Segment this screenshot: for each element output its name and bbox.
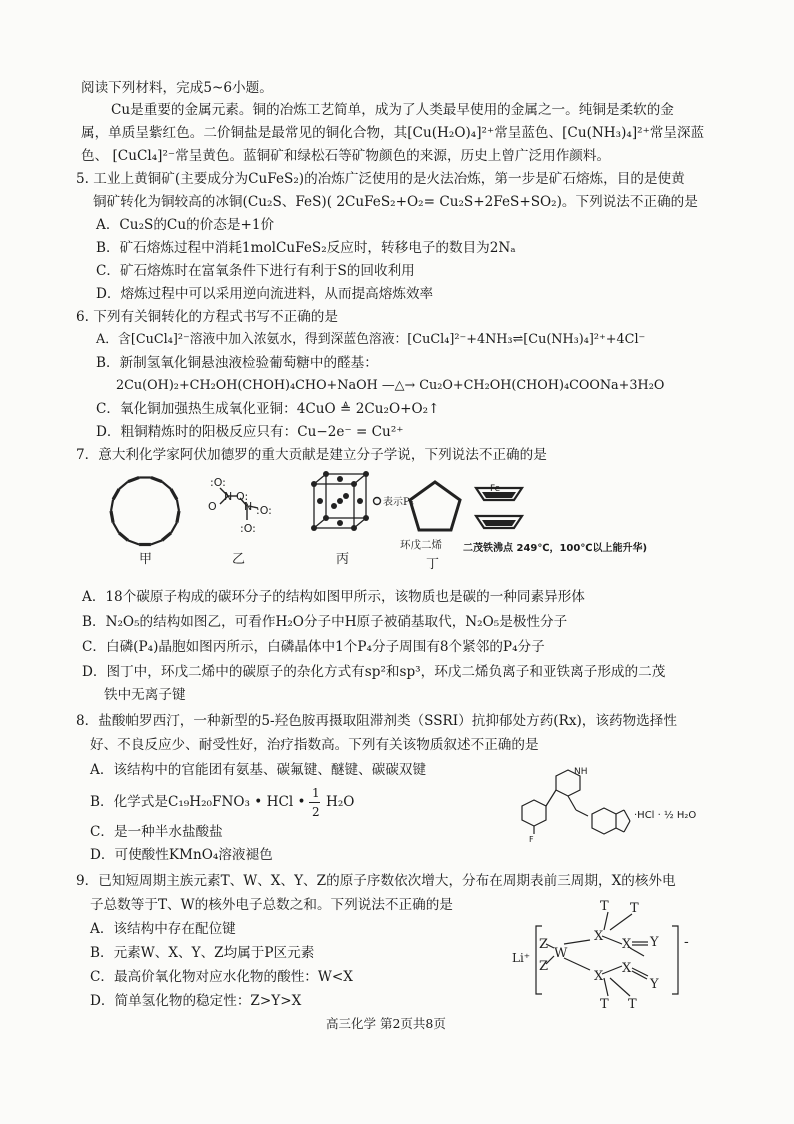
q9-atom-y1: Y xyxy=(650,935,659,950)
material-line-1: Cu是重要的金属元素。铜的冶炼工艺简单，成为了人类最早使用的金属之一。纯铜是柔软的金 xyxy=(111,102,674,118)
q5-stem-2: 铜矿转化为铜较高的冰铜(Cu₂S、FeS)( 2CuFeS₂+O₂= Cu₂S+2FeS+SO₂)。下列说法不正确的是 xyxy=(93,194,698,210)
q9-atom-t1: T xyxy=(600,899,609,914)
carbon-bond xyxy=(119,482,128,490)
struct-f: F xyxy=(529,835,534,842)
q6-option-b: B．新制氢氧化铜悬浊液检验葡萄糖中的醛基： xyxy=(96,355,378,371)
q9-stem-2: 子总数等于T、W的核外电子总数之和。下列说法不正确的是 xyxy=(90,897,453,913)
q9-atom-x1: X xyxy=(594,929,604,944)
q7-option-d-1: D．图丁中，环戊二烯中的碳原子的杂化方式有sp²和sp³，环戊二烯负离子和亚铁离子形成的二茂 xyxy=(82,664,666,680)
q5-option-b: B．矿石熔炼过程中消耗1molCuFeS₂反应时，转移电子的数目为2Nₐ xyxy=(96,240,516,256)
carbon-bond xyxy=(111,499,113,511)
q9-atom-z1: Z xyxy=(539,937,549,952)
q9-atom-t4: T xyxy=(628,997,637,1012)
p4-legend-text: 表示P₄ xyxy=(383,497,414,508)
carbon-bond xyxy=(177,499,179,511)
q9-atom-w: W xyxy=(554,946,568,961)
q5-option-d: D．熔炼过程中可以采用逆向流进料，从而提高熔炼效率 xyxy=(96,286,434,302)
q8-option-a: A．该结构中的官能团有氨基、碳氟键、醚键、碳碳双键 xyxy=(90,762,427,778)
carbon-bond xyxy=(171,489,177,499)
carbon-bond xyxy=(177,511,179,523)
q9-atom-x2: X xyxy=(594,969,604,984)
carbon-bond xyxy=(162,533,171,541)
q9-li-ion: Li⁺ xyxy=(512,951,531,965)
struct-nh: NH xyxy=(574,767,588,777)
q7-option-d-2: 铁中无离子键 xyxy=(104,687,186,703)
q8-stem-1: 8．盐酸帕罗西汀，一种新型的5-羟色胺再摄取阻滞剂类（SSRI）抗抑郁处方药(Rx)，该药物选择性 xyxy=(76,713,677,729)
ferrocene-fe-label: Fe xyxy=(490,484,501,494)
figure-label-jia: 甲 xyxy=(139,552,153,567)
q8-option-b: B．化学式是C₁₉H₂₀FNO₃ • HCl • xyxy=(90,794,306,810)
q9-option-b: B．元素W、X、Y、Z均属于P区元素 xyxy=(90,945,315,961)
q6-option-d: D．粗铜精炼时的阳极反应只有：Cu−2e⁻ = Cu²⁺ xyxy=(96,424,404,440)
material-line-3: 色、 [CuCl₄]²⁻常呈黄色。蓝铜矿和绿松石等矿物颜色的来源，历史上曾广泛用作颜料。 xyxy=(81,148,611,164)
q7-stem: 7．意大利化学家阿伏加德罗的重大贡献是建立分子学说，下列说法不正确的是 xyxy=(76,447,547,463)
q7-option-b: B．N₂O₅的结构如图乙，可看作H₂O分子中H原子被硝基取代，N₂O₅是极性分子 xyxy=(82,614,568,630)
figure-ferrocene xyxy=(468,470,530,534)
figure-cyclopentadiene xyxy=(404,476,466,536)
q8-b-frac-den: 2 xyxy=(312,805,320,819)
carbon-bond xyxy=(113,489,119,499)
figure-yi-n2o5 xyxy=(200,474,272,536)
figure-bing-p4-cell xyxy=(310,468,370,536)
svg-text:N: N xyxy=(244,500,253,513)
carbon-bond xyxy=(119,533,128,541)
figure-label-bing: 丙 xyxy=(336,552,350,567)
paroxetine-salt-label: ·HCl · ½ H₂O xyxy=(634,810,697,821)
q9-option-c: C．最高价氧化物对应水化物的酸性：W<X xyxy=(90,969,353,985)
svg-text:O: O xyxy=(208,500,217,513)
page-footer: 高三化学 第2页共8页 xyxy=(326,1016,446,1031)
q9-atom-z2: Z xyxy=(539,959,549,974)
q7-option-a: A．18个碳原子构成的碳环分子的结构如图甲所示，该物质也是碳的一种同素异形体 xyxy=(82,589,585,605)
figure-paroxetine-structure xyxy=(520,760,670,842)
q9-atom-y2: Y xyxy=(650,977,659,992)
q6-option-c: C．氧化铜加强热生成氧化亚铜：4CuO ≜ 2Cu₂O+O₂↑ xyxy=(96,401,440,417)
q9-atom-t3: T xyxy=(600,997,609,1012)
svg-text:N: N xyxy=(224,490,233,503)
carbon-bond xyxy=(171,523,177,533)
q6-option-b-equation: 2Cu(OH)₂+CH₂OH(CHOH)₄CHO+NaOH —△→ Cu₂O+CH₂OH(CHOH)₄COONa+3H₂O xyxy=(116,378,665,393)
figure-jia-carbon-ring xyxy=(104,470,186,552)
q9-stem-1: 9．已知短周期主族元素T、W、X、Y、Z的原子序数依次增大，分布在周期表前三周期，X的核外电 xyxy=(76,873,676,889)
ferrocene-note: 二茂铁沸点 249℃，100℃以上能升华) xyxy=(463,543,648,554)
carbon-bond xyxy=(113,523,119,533)
svg-text::O:: :O: xyxy=(256,504,272,517)
figure-q9-anion-structure xyxy=(512,898,702,1016)
carbon-bond xyxy=(151,478,162,482)
intro-line: 阅读下列材料，完成5~6小题。 xyxy=(81,80,273,96)
svg-text:O:: O: xyxy=(236,490,249,503)
cyclopentadiene-label: 环戊二烯 xyxy=(400,539,442,551)
q8-b-tail: H₂O xyxy=(326,794,355,810)
q9-charge: - xyxy=(684,934,689,950)
q5-stem-1: 5. 工业上黄铜矿(主要成分为CuFeS₂)的冶炼广泛使用的是火法冶炼，第一步是矿石熔炼，目的是使黄 xyxy=(76,171,685,187)
svg-text::O:: :O: xyxy=(210,476,226,489)
figure-label-yi: 乙 xyxy=(232,552,246,567)
q8-stem-2: 好、不良反应少、耐受性好，治疗指数高。下列有关该物质叙述不正确的是 xyxy=(90,737,539,753)
q9-atom-x3: X xyxy=(622,937,632,952)
q5-option-a: A．Cu₂S的Cu的价态是+1价 xyxy=(96,217,275,233)
q6-option-a: A．含[CuCl₄]²⁻溶液中加入浓氨水，得到深蓝色溶液：[CuCl₄]²⁻+4NH₃⇌[Cu(NH₃)₄]²⁺+4Cl⁻ xyxy=(96,332,646,347)
q8-b-frac-num: 1 xyxy=(312,786,320,800)
carbon-bond xyxy=(128,478,139,482)
carbon-bond xyxy=(162,482,171,490)
carbon-bond xyxy=(111,511,113,523)
svg-text::O:: :O: xyxy=(240,522,256,535)
q8-option-d: D．可使酸性KMnO₄溶液褪色 xyxy=(90,847,273,863)
q6-stem: 6. 下列有关铜转化的方程式书写不正确的是 xyxy=(76,309,338,325)
p4-legend-marker xyxy=(372,496,382,506)
q8-option-c: C．是一种半水盐酸盐 xyxy=(90,824,223,840)
q9-atom-x4: X xyxy=(622,961,632,976)
q9-option-a: A．该结构中存在配位键 xyxy=(90,921,236,937)
q9-option-d: D．简单氢化物的稳定性：Z>Y>X xyxy=(90,993,302,1009)
q9-atom-t2: T xyxy=(630,901,639,916)
figure-label-ding: 丁 xyxy=(426,557,440,572)
carbon-bond xyxy=(128,540,139,544)
carbon-bond xyxy=(151,540,162,544)
q7-option-c: C．白磷(P₄)晶胞如图丙所示，白磷晶体中1个P₄分子周围有8个紧邻的P₄分子 xyxy=(82,639,545,655)
q5-option-c: C．矿石熔炼时在富氧条件下进行有利于S的回收利用 xyxy=(96,263,415,279)
material-line-2: 属，单质呈紫红色。二价铜盐是最常见的铜化合物，其[Cu(H₂O)₄]²⁺常呈蓝色、[Cu(NH₃)₄]²⁺常呈深蓝 xyxy=(81,125,705,141)
